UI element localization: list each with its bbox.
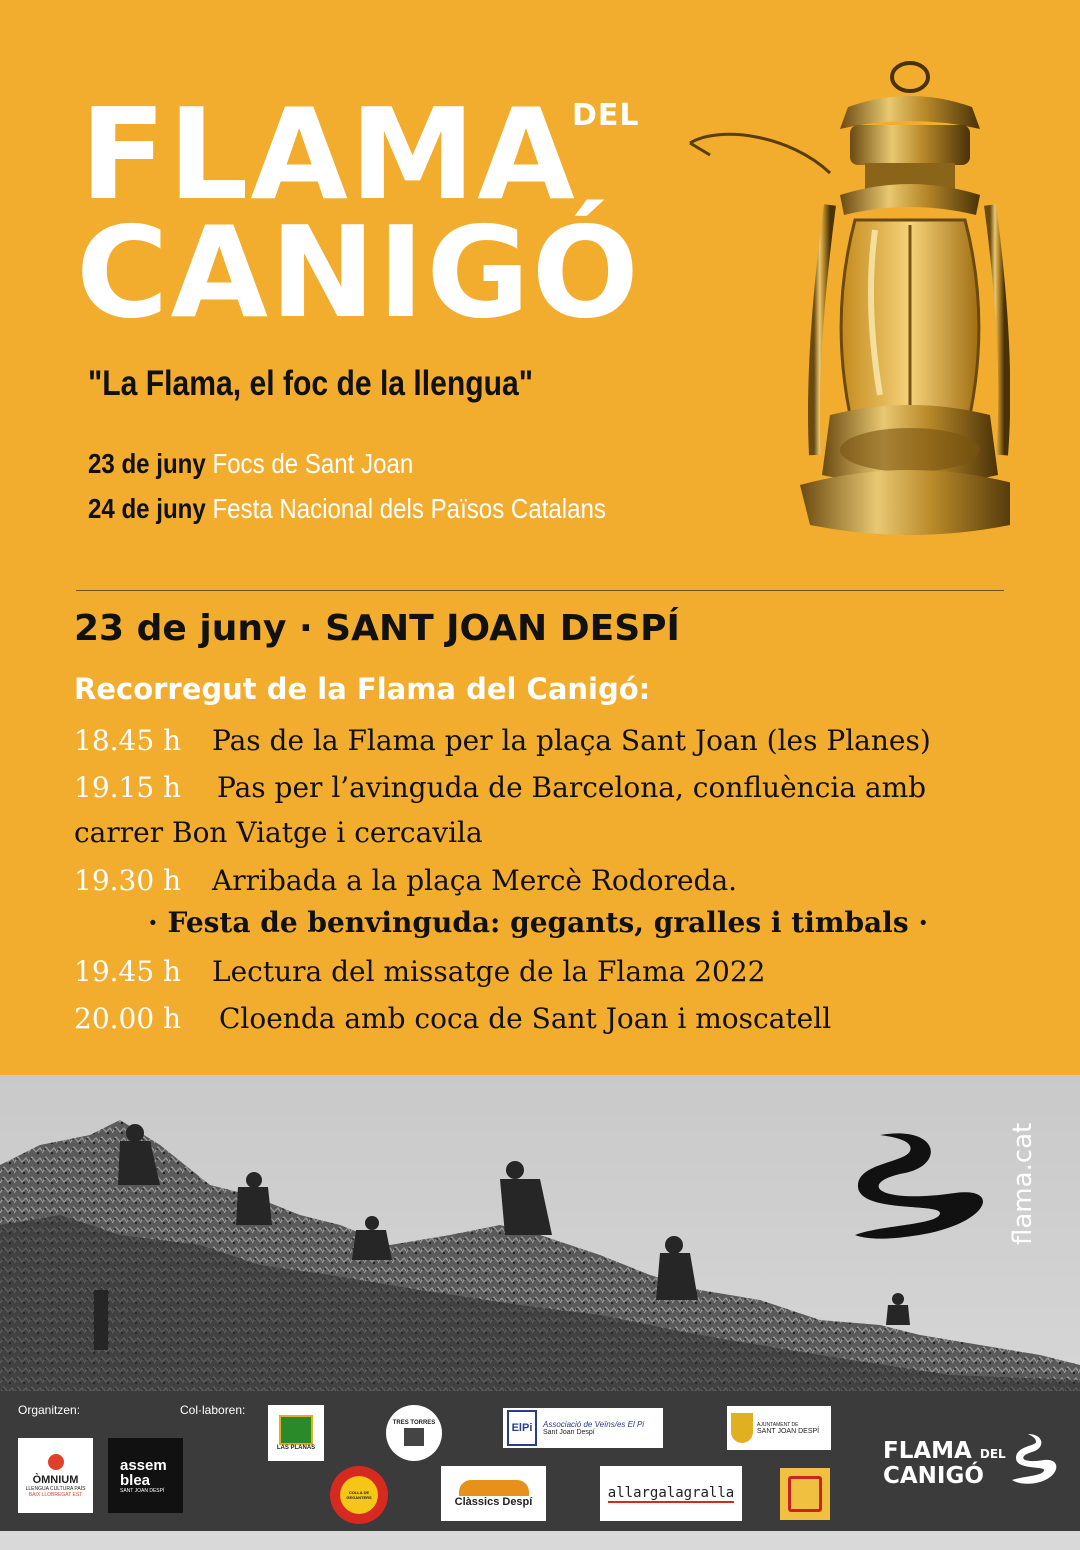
assemblea-logo: assem blea SANT JOAN DESPÍ — [108, 1438, 183, 1513]
elpi-logo: ElPi Associació de Veïns/es El Pi Sant Joan Despí — [503, 1408, 663, 1448]
colla-geganters-logo: COLLA DE GEGANTERS — [330, 1466, 388, 1524]
flame-logo-icon — [1010, 1432, 1062, 1488]
tres-torres-logo: TRES TORRES — [386, 1405, 442, 1461]
mountain-hikers-photo — [0, 1075, 1080, 1391]
crest-icon — [788, 1476, 822, 1512]
site-url: flama.cat — [1008, 1122, 1038, 1245]
divider — [76, 590, 1004, 591]
date-23-label: Focs de Sant Joan — [212, 448, 414, 479]
schedule-row — [74, 1002, 831, 1035]
route-title: Recorregut de la Flama del Canigó: — [74, 672, 651, 706]
schedule-row — [74, 955, 765, 988]
lantern-illustration — [680, 55, 1010, 535]
subtitle: "La Flama, el foc de la llengua" — [88, 364, 534, 403]
festa-line: · Festa de benvinguda: gegants, gralles i timbals · — [148, 906, 929, 939]
schedule-row — [74, 724, 931, 757]
schedule-text: Pas per l’avinguda de Barcelona, confluència amb — [217, 771, 927, 804]
schedule-row — [74, 771, 926, 804]
collaborators-label: Col·laboren: — [180, 1403, 246, 1417]
schedule-text: Arribada a la plaça Mercè Rodoreda. — [212, 864, 738, 897]
date-24: 24 de juny — [88, 493, 206, 524]
organizers-label: Organitzen: — [18, 1403, 81, 1417]
date-23: 23 de juny — [88, 448, 206, 479]
date-24-label: Festa Nacional dels Països Catalans — [212, 493, 606, 524]
schedule-row — [74, 864, 737, 897]
title-flama: FLAMA — [80, 81, 577, 228]
towers-icon — [404, 1428, 424, 1446]
date-line-23 — [88, 448, 413, 480]
omnium-icon — [48, 1454, 64, 1470]
schedule-text: Pas de la Flama per la plaça Sant Joan (les Planes) — [212, 724, 931, 757]
schedule-time: 19.45 h — [74, 955, 182, 988]
tree-icon — [279, 1415, 313, 1445]
schedule-time: 18.45 h — [74, 724, 182, 757]
car-icon — [459, 1480, 529, 1496]
schedule-time: 20.00 h — [74, 1002, 182, 1035]
coat-of-arms-icon — [731, 1413, 753, 1443]
ajuntament-logo: AJUNTAMENT DE SANT JOAN DESPÍ — [727, 1406, 831, 1450]
schedule-text: Lectura del missatge de la Flama 2022 — [212, 955, 766, 988]
classics-despi-logo: Clàssics Despí — [441, 1466, 546, 1521]
las-planas-logo: LAS PLANAS — [268, 1405, 324, 1461]
date-line-24 — [88, 493, 606, 525]
allargalagralla-logo: allargalagralla — [600, 1466, 742, 1521]
title-canigo: CANIGÓ — [76, 199, 641, 346]
title-del: DEL — [572, 98, 640, 133]
footer-strip — [0, 1531, 1080, 1550]
schedule-text: Cloenda amb coca de Sant Joan i moscatell — [219, 1002, 832, 1035]
small-crest-logo — [780, 1468, 830, 1520]
event-place: 23 de juny · SANT JOAN DESPÍ — [74, 608, 680, 649]
omnium-logo: ÒMNIUM LLENGUA CULTURA PAÍS BAIX LLOBREGAT EST — [18, 1438, 93, 1513]
schedule-time: 19.30 h — [74, 864, 182, 897]
schedule-time: 19.15 h — [74, 771, 182, 804]
footer-brand: FLAMA DEL CANIGÓ — [883, 1438, 1006, 1489]
schedule-continuation: carrer Bon Viatge i cercavila — [74, 816, 483, 849]
elpi-icon: ElPi — [507, 1410, 537, 1446]
